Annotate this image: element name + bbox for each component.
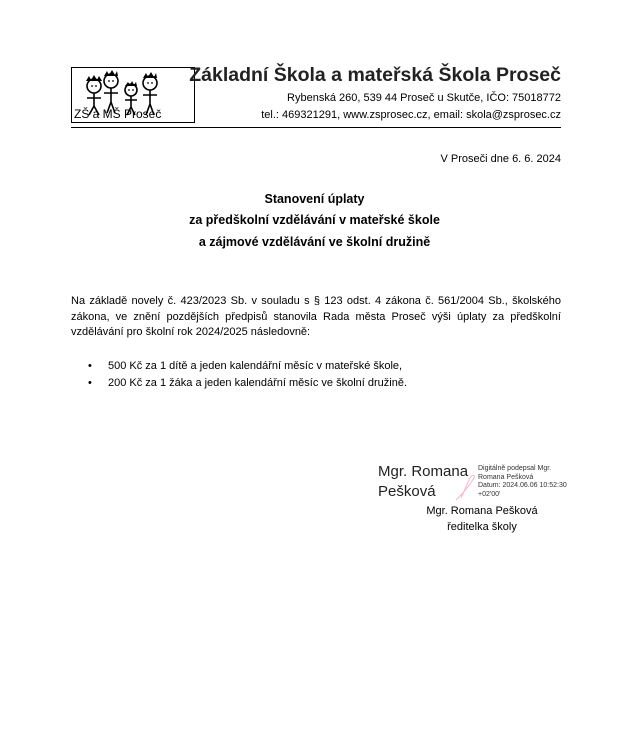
signature-name-line-2: Pešková <box>378 483 436 500</box>
digital-signature-line: Romana Pešková <box>478 473 534 481</box>
digital-signature-line: +02'00' <box>478 490 501 498</box>
signature-name-line-1: Mgr. Romana <box>378 463 469 480</box>
bullet-icon: • <box>88 377 92 389</box>
digital-signature-line: Datum: 2024.06.06 10:52:30 <box>478 482 567 489</box>
document-title-line-2: za předškolní vzdělávání v mateřské škole <box>189 213 440 227</box>
signer-name: Mgr. Romana Pešková <box>426 505 538 517</box>
school-address: Rybenská 260, 539 44 Proseč u Skutče, IČO: 75018772 <box>287 92 561 104</box>
header-divider <box>71 127 561 128</box>
document-date: V Proseči dne 6. 6. 2024 <box>440 153 561 165</box>
digital-signature-details <box>478 465 588 499</box>
fee-list <box>88 358 558 392</box>
document-title-line-1: Stanovení úplaty <box>264 192 365 206</box>
list-item <box>88 375 558 392</box>
school-contact: tel.: 469321291, www.zsprosec.cz, email: skola@zsprosec.cz <box>261 109 561 121</box>
bullet-icon: • <box>88 360 92 372</box>
list-item <box>88 358 558 375</box>
logo-caption: ZŠ a MŠ Proseč <box>74 107 162 121</box>
document-title-line-3: a zájmové vzdělávání ve školní družině <box>198 235 431 249</box>
body-paragraph: Na základě novely č. 423/2023 Sb. v souladu s § 123 odst. 4 zákona č. 561/2004 Sb., školského zákona, ve znění pozdějších předpisů stanovila Rada města Proseč výši úplaty za předškolní vzdělávání pro školní rok 2024/2025 následovně: <box>71 295 561 338</box>
fee-item-text: 200 Kč za 1 žáka a jeden kalendářní měsíc ve školní družině. <box>108 377 408 389</box>
school-name: Základní Škola a mateřská Škola Proseč <box>189 64 561 86</box>
digital-signature-line: Digitálně podepsal Mgr. <box>478 465 552 472</box>
signer-role: ředitelka školy <box>447 521 517 533</box>
fee-item-text: 500 Kč za 1 dítě a jeden kalendářní měsíc v mateřské škole, <box>108 360 403 372</box>
